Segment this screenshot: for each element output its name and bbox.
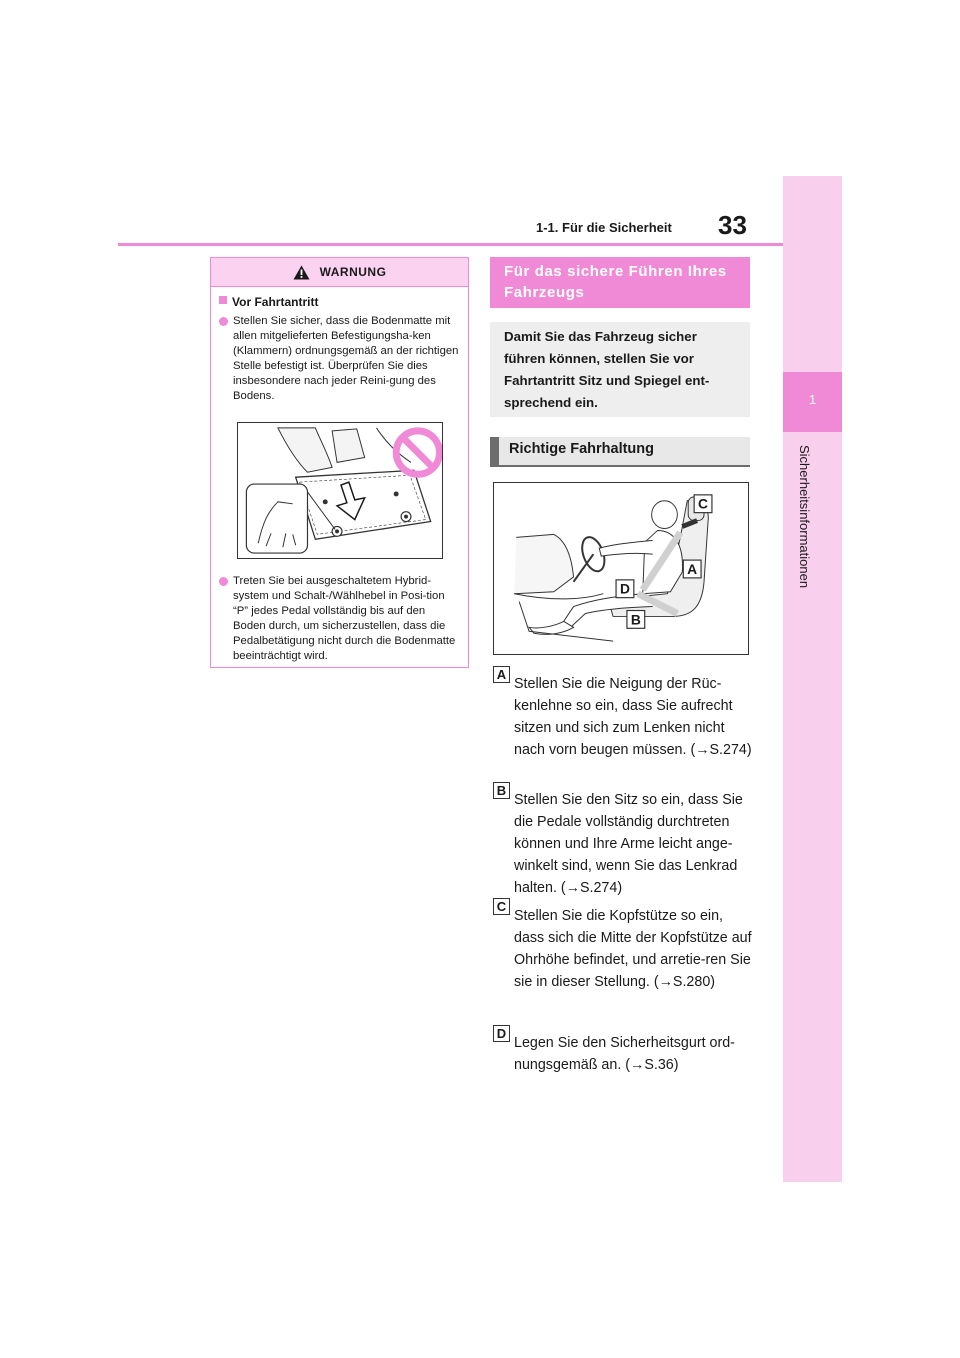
warning-subtitle-row: [219, 293, 460, 310]
item-letter: C: [493, 898, 510, 915]
item-letter: D: [493, 1025, 510, 1042]
warning-triangle-icon: [293, 265, 310, 280]
label-b: B: [630, 611, 641, 628]
section-heading: Für das sichere Führen Ihres Fahrzeugs: [490, 257, 750, 308]
chapter-number: 1: [808, 392, 817, 407]
label-d: D: [619, 580, 630, 597]
item-text: Stellen Sie den Sitz so ein, dass Sie die Pedale vollständig durchtreten können und Ihre Arme leicht ange-winkelt sind, wenn Sie das Lenkrad halten. (→S.274): [514, 792, 743, 896]
chapter-label: Sicherheitsinformationen: [797, 445, 812, 589]
round-bullet-icon: [219, 317, 228, 326]
driving-posture-illustration: [493, 482, 749, 655]
label-a: A: [687, 560, 698, 577]
warning-box: [210, 257, 469, 668]
item-text: Stellen Sie die Kopfstütze so ein, dass sich die Mitte der Kopfstütze auf Ohrhöhe befindet, und arretie-ren Sie sie in dieser Stellung. (→S.280): [514, 908, 752, 990]
warning-bullet-text: Treten Sie bei ausgeschaltetem Hybrid-system und Schalt-/Wählhebel in Posi-tion “P” jedes Pedal vollständig bis auf den Boden durch, um sicherzustellen, dass die Pedalbetätigung nicht durch die Bodenmatte beeinträchtigt wird.: [233, 575, 456, 662]
warning-title: WARNUNG: [319, 265, 387, 279]
warning-subtitle: Vor Fahrtantritt: [232, 295, 319, 309]
warning-bullet: [219, 314, 460, 404]
intro-text: Damit Sie das Fahrzeug sicher führen können, stellen Sie vor Fahrtantritt Sitz und Spiegel ent-sprechend ein.: [490, 322, 750, 417]
item-text: Stellen Sie die Neigung der Rüc-kenlehne so ein, dass Sie aufrecht sitzen und sich zum Lenken nicht nach vorn beugen müssen. (→S.274): [514, 676, 752, 758]
label-c: C: [698, 495, 709, 512]
item-text: Legen Sie den Sicherheitsgurt ord-nungsgemäß an. (→S.36): [514, 1035, 735, 1073]
section-title: 1-1. Für die Sicherheit: [536, 220, 672, 235]
floor-mat-illustration: [237, 422, 443, 559]
item-letter: A: [493, 666, 510, 683]
warning-bullet: [219, 574, 460, 664]
item-letter: B: [493, 782, 510, 799]
warning-bullet-text: Stellen Sie sicher, dass die Bodenmatte mit allen mitgelieferten Befestigungsha-ken (Klammern) ordnungsgemäß an der richtigen Stelle befestigt ist. Überprüfen Sie dies insbesondere nach jeder Reini-gung des Bodens.: [233, 315, 459, 402]
page-number: 33: [718, 210, 747, 240]
chapter-side-tab: [783, 176, 842, 1182]
warning-header: [211, 258, 468, 287]
square-bullet-icon: [219, 296, 227, 304]
round-bullet-icon: [219, 577, 228, 586]
subheading: Richtige Fahrhaltung: [490, 437, 750, 467]
header-divider: [118, 243, 783, 246]
